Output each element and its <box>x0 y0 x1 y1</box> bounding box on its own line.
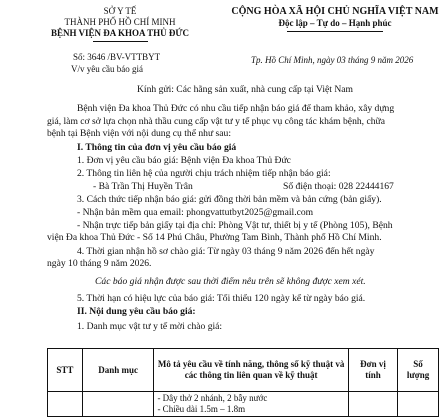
item-4-line-2: ngày 10 tháng 9 năm 2026. <box>47 258 152 269</box>
items-table <box>47 348 439 417</box>
greeting: Kính gửi: Các hãng sản xuất, nhà cung cấp tại Việt Nam <box>137 84 353 95</box>
row-desc-line-1: - Dây thở 2 nhánh, 2 bẫy nước <box>157 393 268 403</box>
table-row <box>48 392 439 417</box>
date-place: Tp. Hồ Chí Minh, ngày <box>251 55 335 65</box>
item-2: 2. Thông tin liên hệ của người chịu trách nhiệm tiếp nhận báo giá: <box>77 168 331 179</box>
late-note: Các báo giá nhận được sau thời điểm nêu trên sẽ không được xem xét. <box>95 276 366 287</box>
col-category: Danh mục <box>82 349 154 392</box>
direct-line-1: - Nhận trực tiếp bản giấy tại địa chỉ: Phòng Vật tư, thiết bị y tế (Phòng 105), Bệnh <box>77 220 393 231</box>
row-quantity <box>398 392 439 417</box>
date-line <box>251 55 413 66</box>
item-5: 5. Thời hạn có hiệu lực của báo giá: Tối thiểu 120 ngày kể từ ngày báo giá. <box>77 293 366 304</box>
date-month: 9 <box>370 55 376 65</box>
date-year: năm 2026 <box>377 55 414 65</box>
contact-name: - Bà Trần Thị Huyền Trân <box>93 181 193 192</box>
date-month-word: tháng <box>348 55 369 65</box>
item-4-line-1: 4. Thời gian nhận hồ sơ chào giá: Từ ngày 03 tháng 9 năm 2026 đến hết ngày <box>77 246 375 257</box>
item-1: 1. Đơn vị yêu cầu báo giá: Bệnh viện Đa khoa Thủ Đức <box>77 155 291 166</box>
document-number: Số: 3646 /BV-VTTBYT <box>73 52 161 62</box>
direct-line-2: viện Đa khoa Thủ Đức - Số 14 Phú Châu, Phường Tam Bình, Thành phố Hồ Chí Minh. <box>47 232 382 243</box>
section-2-title: II. Nội dung yêu cầu báo giá: <box>77 306 196 317</box>
row-description <box>154 392 348 417</box>
col-unit: Đơn vị tính <box>348 349 397 392</box>
intro-line-2: giá, làm cơ sở lựa chọn nhà thầu cung cấp vật tư y tế phục vụ công tác khám bệnh, chữa <box>47 116 385 127</box>
city-name: THÀNH PHỐ HỒ CHÍ MINH <box>64 17 176 27</box>
row-stt <box>48 392 83 417</box>
row-category <box>82 392 154 417</box>
hospital-name: BỆNH VIỆN ĐA KHOA THỦ ĐỨC <box>50 28 190 38</box>
col-stt: STT <box>48 349 83 392</box>
intro-line-1: Bệnh viện Đa khoa Thủ Đức có nhu cầu tiếp nhận báo giá để tham khảo, xây dựng <box>77 103 395 114</box>
row-unit <box>348 392 397 417</box>
motto: Độc lập – Tự do – Hạnh phúc <box>278 18 392 28</box>
contact-phone: Số điện thoại: 028 22444167 <box>283 181 394 192</box>
motto-underline <box>287 31 383 32</box>
table-header-row <box>48 349 439 392</box>
dept-name: SỞ Y TẾ <box>103 6 137 16</box>
col-quantity: Số lượng <box>398 349 439 392</box>
col-description: Mô tả yêu cầu về tính năng, thông số kỹ thuật và các thông tin liên quan về kỹ thuật <box>154 349 348 392</box>
country-title: CỘNG HÒA XÃ HỘI CHỦ NGHĨA VIỆT NAM <box>231 6 439 17</box>
intro-line-3: bệnh tại Bệnh viện với nội dung cụ thể như sau: <box>47 128 231 139</box>
date-day: 03 <box>336 55 346 65</box>
section-1-title: I. Thông tin của đơn vị yêu cầu báo giá <box>77 142 237 153</box>
list-title: 1. Danh mục vật tư y tế mời chào giá: <box>77 321 223 332</box>
item-3: 3. Cách thức tiếp nhận báo giá: gửi đồng thời bản mềm và bản cứng (bản giấy). <box>77 194 382 205</box>
row-desc-line-2: - Chiều dài 1.5m – 1.8m <box>157 404 246 414</box>
document-subject: V/v yêu cầu báo giá <box>71 64 143 74</box>
email-line[interactable]: - Nhận bản mềm qua email: phongvattutbyt2025@gmail.com <box>77 207 314 218</box>
hospital-underline <box>93 41 148 42</box>
